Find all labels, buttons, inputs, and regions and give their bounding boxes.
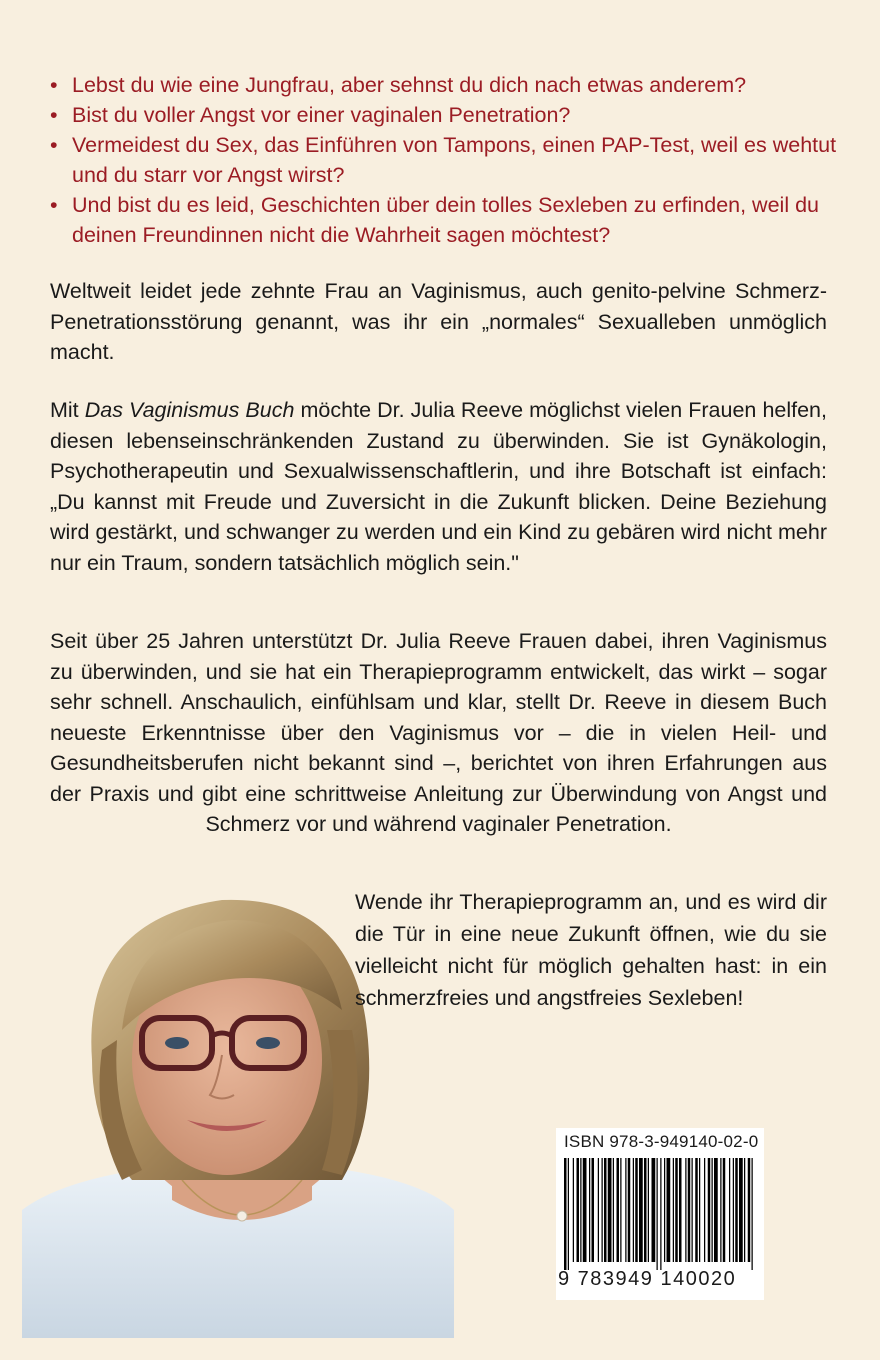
barcode-bar	[695, 1158, 698, 1262]
barcode-bar	[723, 1158, 726, 1262]
barcode-bar	[660, 1158, 661, 1270]
barcode-bar	[704, 1158, 705, 1262]
barcode-bar	[652, 1158, 656, 1262]
barcode-bar	[685, 1158, 686, 1262]
barcode-bar	[573, 1158, 574, 1262]
barcode-bar	[644, 1158, 647, 1262]
bullet-icon: •	[50, 133, 58, 157]
barcode-bar	[568, 1158, 569, 1270]
experience-paragraph: Seit über 25 Jahren unterstützt Dr. Julia Reeve Frauen dabei, ihren Vaginismus zu überwinden, und sie hat ein Therapieprogramm entwickelt, das wirkt – sogar sehr schnell. Anschaulich, einfühlsam und klar, stellt Dr. Reeve in diesem Buch neueste Erkenntnisse über den Vaginismus vor – die in vielen Heil- und Gesundheitsberufen nicht bekannt sind –, berichtet von ihren Erfahrungen aus der Praxis und gibt eine schrittweise Anleitung zur Überwindung von Angst und Schmerz vor und während vaginaler Penetration.	[50, 629, 827, 836]
question-item: • Lebst du wie eine Jungfrau, aber sehnst du dich nach etwas anderem?	[50, 70, 840, 100]
barcode-bar	[628, 1158, 631, 1262]
barcode-bar	[633, 1158, 634, 1262]
closing-paragraph: Wende ihr Therapieprogramm an, und es wird dir die Tür in eine neue Zukunft öffnen, wie du sie vielleicht nicht für möglich gehalten hast: in ein schmerzfreies und angstfreies Sexleben!	[355, 890, 827, 1010]
barcode-bar	[739, 1158, 743, 1262]
question-item: • Und bist du es leid, Geschichten über dein tolles Sexleben zu erfinden, weil du deinen Freundinnen nicht die Wahrheit sagen möchtest?	[50, 190, 840, 250]
barcode-bar	[608, 1158, 612, 1262]
barcode-bar	[744, 1158, 745, 1262]
barcode-bar	[604, 1158, 607, 1262]
bullet-icon: •	[50, 73, 58, 97]
barcode-bar	[577, 1158, 580, 1262]
question-list	[50, 70, 840, 250]
isbn-digits: 9 783949 140020	[558, 1268, 737, 1290]
barcode-bar	[699, 1158, 700, 1262]
barcode-bar	[589, 1158, 590, 1262]
barcode-bar	[564, 1158, 567, 1270]
barcode-bar	[657, 1158, 658, 1270]
barcode-bar	[752, 1158, 753, 1270]
barcode-bar	[635, 1158, 638, 1262]
barcode-bar	[679, 1158, 682, 1262]
barcode-bar	[625, 1158, 626, 1262]
question-item: • Vermeidest du Sex, das Einführen von Tampons, einen PAP-Test, weil es wehtut und du starr vor Angst wirst?	[50, 130, 840, 190]
bullet-icon: •	[50, 103, 58, 127]
intro-paragraph: Weltweit leidet jede zehnte Frau an Vaginismus, auch genito-pelvine Schmerz-Penetrationsstörung genannt, was ihr ein „normales“ Sexualleben unmöglich macht.	[50, 279, 827, 364]
barcode-bar	[712, 1158, 713, 1262]
barcode-bar	[673, 1158, 674, 1262]
barcode-bar	[692, 1158, 693, 1262]
barcode-bar	[648, 1158, 649, 1262]
barcode-bar	[667, 1158, 671, 1262]
bullet-icon: •	[50, 193, 58, 217]
barcode-bar	[733, 1158, 734, 1262]
barcode-bar	[720, 1158, 721, 1262]
question-item: • Bist du voller Angst vor einer vaginalen Penetration?	[50, 100, 840, 130]
barcode-bar	[639, 1158, 643, 1262]
barcode-bar	[613, 1158, 614, 1262]
barcode-bar	[583, 1158, 587, 1262]
barcode-bar	[664, 1158, 665, 1262]
barcode-bar	[708, 1158, 711, 1262]
barcode-bar	[688, 1158, 691, 1262]
barcode-bar	[748, 1158, 751, 1262]
barcode-bar	[602, 1158, 603, 1262]
barcode-bars-icon	[564, 1158, 756, 1270]
barcode-bar	[714, 1158, 718, 1262]
barcode-bar	[735, 1158, 738, 1262]
barcode-bar	[580, 1158, 581, 1262]
barcode-bar	[598, 1158, 599, 1262]
barcode-bar	[592, 1158, 595, 1262]
barcode-bar	[729, 1158, 730, 1262]
isbn-label: ISBN 978-3-949140-02-0	[564, 1132, 759, 1151]
isbn-barcode	[556, 1128, 764, 1300]
barcode-bar	[617, 1158, 620, 1262]
author-message-paragraph: Mit Das Vaginismus Buch möchte Dr. Julia Reeve möglichst vielen Frauen helfen, diesen lebenseinschränkenden Zustand zu überwinden. Sie ist Gynäkologin, Psychotherapeutin und Sexualwissenschaftlerin, und ihre Botschaft ist einfach: „Du kannst mit Freude und Zuversicht in die Zukunft blicken. Deine Beziehung wird gestärkt, und schwanger zu werden und ein Kind zu gebären wird nicht mehr nur ein Traum, sondern tatsächlich möglich sein."	[50, 398, 827, 575]
barcode-bar	[675, 1158, 678, 1262]
barcode-bar	[620, 1158, 621, 1262]
book-title: Das Vaginismus Buch	[84, 398, 295, 422]
